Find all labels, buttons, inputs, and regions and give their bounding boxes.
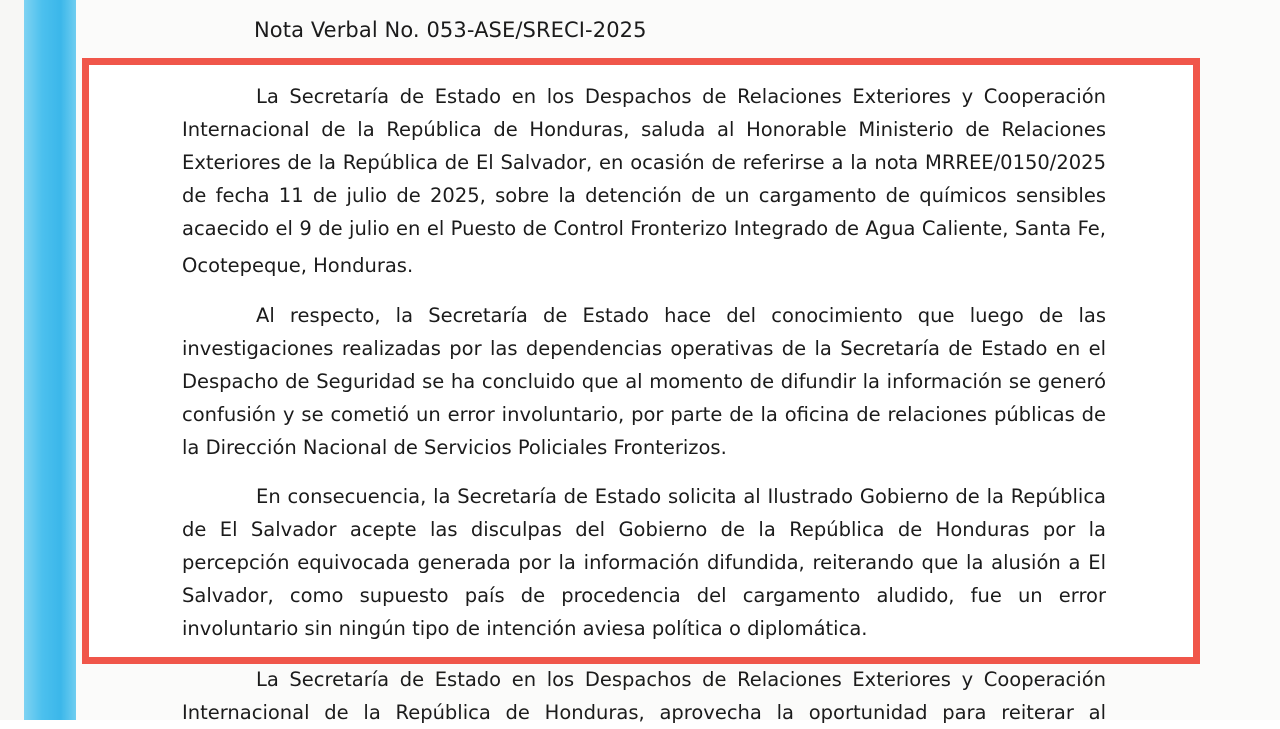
paragraph-2-line: investigaciones realizadas por las dependencias operativas de la Secretaría de Estado en el [182,337,1106,360]
paragraph-2-line: confusión y se cometió un error involuntario, por parte de la oficina de relaciones públicas de [182,403,1106,426]
closing-paragraph-line: La Secretaría de Estado en los Despachos de Relaciones Exteriores y Cooperación [256,668,1106,691]
paragraph-1-line: La Secretaría de Estado en los Despachos de Relaciones Exteriores y Cooperación [256,85,1106,108]
blue-side-band [24,0,76,720]
paragraph-1-line: de fecha 11 de julio de 2025, sobre la detención de un cargamento de químicos sensibles [182,184,1106,207]
paragraph-1-line: Internacional de la República de Honduras, saluda al Honorable Ministerio de Relaciones [182,118,1106,141]
paragraph-3-line: En consecuencia, la Secretaría de Estado solicita al Ilustrado Gobierno de la República [256,485,1106,508]
paragraph-1-line: Exteriores de la República de El Salvador, en ocasión de referirse a la nota MRREE/0150/2025 [182,151,1106,174]
left-margin [0,0,24,720]
paragraph-3-line: involuntario sin ningún tipo de intención aviesa política o diplomática. [182,617,868,640]
paragraph-3-line: percepción equivocada generada por la información difundida, reiterando que la alusión a El [182,551,1106,574]
closing-paragraph-line: Internacional de la República de Honduras, aprovecha la oportunidad para reiterar al [182,701,1106,724]
paragraph-3-line: Salvador, como supuesto país de procedencia del cargamento aludido, fue un error [182,584,1106,607]
paragraph-2-line: Despacho de Seguridad se ha concluido que al momento de difundir la información se generó [182,370,1106,393]
paragraph-3-line: de El Salvador acepte las disculpas del Gobierno de la República de Honduras por la [182,518,1106,541]
paragraph-1-line: acaecido el 9 de julio en el Puesto de Control Fronterizo Integrado de Agua Caliente, Santa Fe, [182,217,1106,240]
paragraph-1-line: Ocotepeque, Honduras. [182,254,414,277]
note-number-heading: Nota Verbal No. 053-ASE/SRECI-2025 [254,18,647,42]
paragraph-2-line: Al respecto, la Secretaría de Estado hace del conocimiento que luego de las [256,304,1106,327]
paragraph-2-line: la Dirección Nacional de Servicios Policiales Fronterizos. [182,436,727,459]
